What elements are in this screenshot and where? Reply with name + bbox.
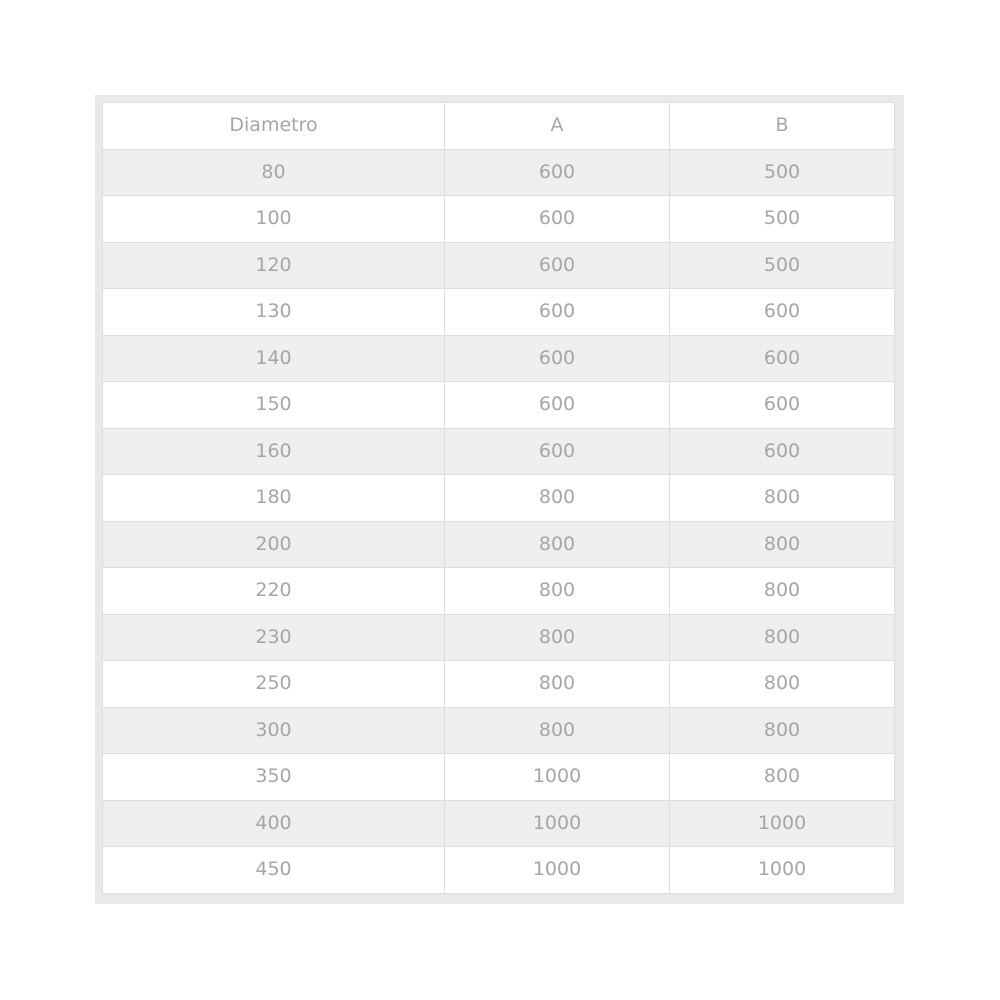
table-row: [103, 754, 895, 801]
table-row: [103, 568, 895, 615]
cell-diametro: 130: [103, 289, 445, 336]
cell-b: 600: [670, 382, 895, 429]
table-row: [103, 382, 895, 429]
cell-a: 600: [445, 335, 670, 382]
table-row: [103, 196, 895, 243]
table-frame: [95, 95, 904, 904]
table-row: [103, 521, 895, 568]
cell-a: 600: [445, 196, 670, 243]
table-row: [103, 661, 895, 708]
cell-diametro: 300: [103, 707, 445, 754]
cell-diametro: 160: [103, 428, 445, 475]
header-b: B: [670, 103, 895, 150]
cell-b: 800: [670, 475, 895, 522]
cell-a: 1000: [445, 847, 670, 894]
cell-a: 600: [445, 149, 670, 196]
table-row: [103, 149, 895, 196]
table-row: [103, 242, 895, 289]
table-row: [103, 614, 895, 661]
table-row: [103, 707, 895, 754]
cell-diametro: 230: [103, 614, 445, 661]
cell-a: 800: [445, 568, 670, 615]
cell-b: 600: [670, 335, 895, 382]
cell-a: 600: [445, 289, 670, 336]
cell-b: 600: [670, 289, 895, 336]
header-diametro: Diametro: [103, 103, 445, 150]
cell-b: 800: [670, 568, 895, 615]
cell-a: 1000: [445, 800, 670, 847]
header-a: A: [445, 103, 670, 150]
table-row: [103, 335, 895, 382]
cell-b: 500: [670, 196, 895, 243]
cell-diametro: 450: [103, 847, 445, 894]
cell-b: 1000: [670, 847, 895, 894]
cell-diametro: 220: [103, 568, 445, 615]
cell-a: 800: [445, 661, 670, 708]
cell-b: 800: [670, 521, 895, 568]
cell-diametro: 180: [103, 475, 445, 522]
header-row: [103, 103, 895, 150]
cell-diametro: 400: [103, 800, 445, 847]
table-row: [103, 847, 895, 894]
cell-b: 500: [670, 242, 895, 289]
cell-diametro: 250: [103, 661, 445, 708]
cell-a: 800: [445, 475, 670, 522]
cell-diametro: 200: [103, 521, 445, 568]
table-row: [103, 289, 895, 336]
cell-a: 1000: [445, 754, 670, 801]
cell-b: 500: [670, 149, 895, 196]
cell-diametro: 100: [103, 196, 445, 243]
cell-a: 800: [445, 614, 670, 661]
cell-a: 800: [445, 707, 670, 754]
table-body: [103, 149, 895, 893]
cell-diametro: 150: [103, 382, 445, 429]
cell-diametro: 80: [103, 149, 445, 196]
cell-b: 800: [670, 614, 895, 661]
cell-diametro: 350: [103, 754, 445, 801]
table-row: [103, 475, 895, 522]
table-header: [103, 103, 895, 150]
table-row: [103, 428, 895, 475]
cell-a: 600: [445, 382, 670, 429]
cell-b: 800: [670, 661, 895, 708]
cell-diametro: 140: [103, 335, 445, 382]
cell-diametro: 120: [103, 242, 445, 289]
dimensions-table: [102, 102, 895, 894]
cell-b: 800: [670, 754, 895, 801]
cell-b: 800: [670, 707, 895, 754]
cell-a: 600: [445, 428, 670, 475]
cell-a: 800: [445, 521, 670, 568]
table-row: [103, 800, 895, 847]
cell-a: 600: [445, 242, 670, 289]
cell-b: 1000: [670, 800, 895, 847]
cell-b: 600: [670, 428, 895, 475]
